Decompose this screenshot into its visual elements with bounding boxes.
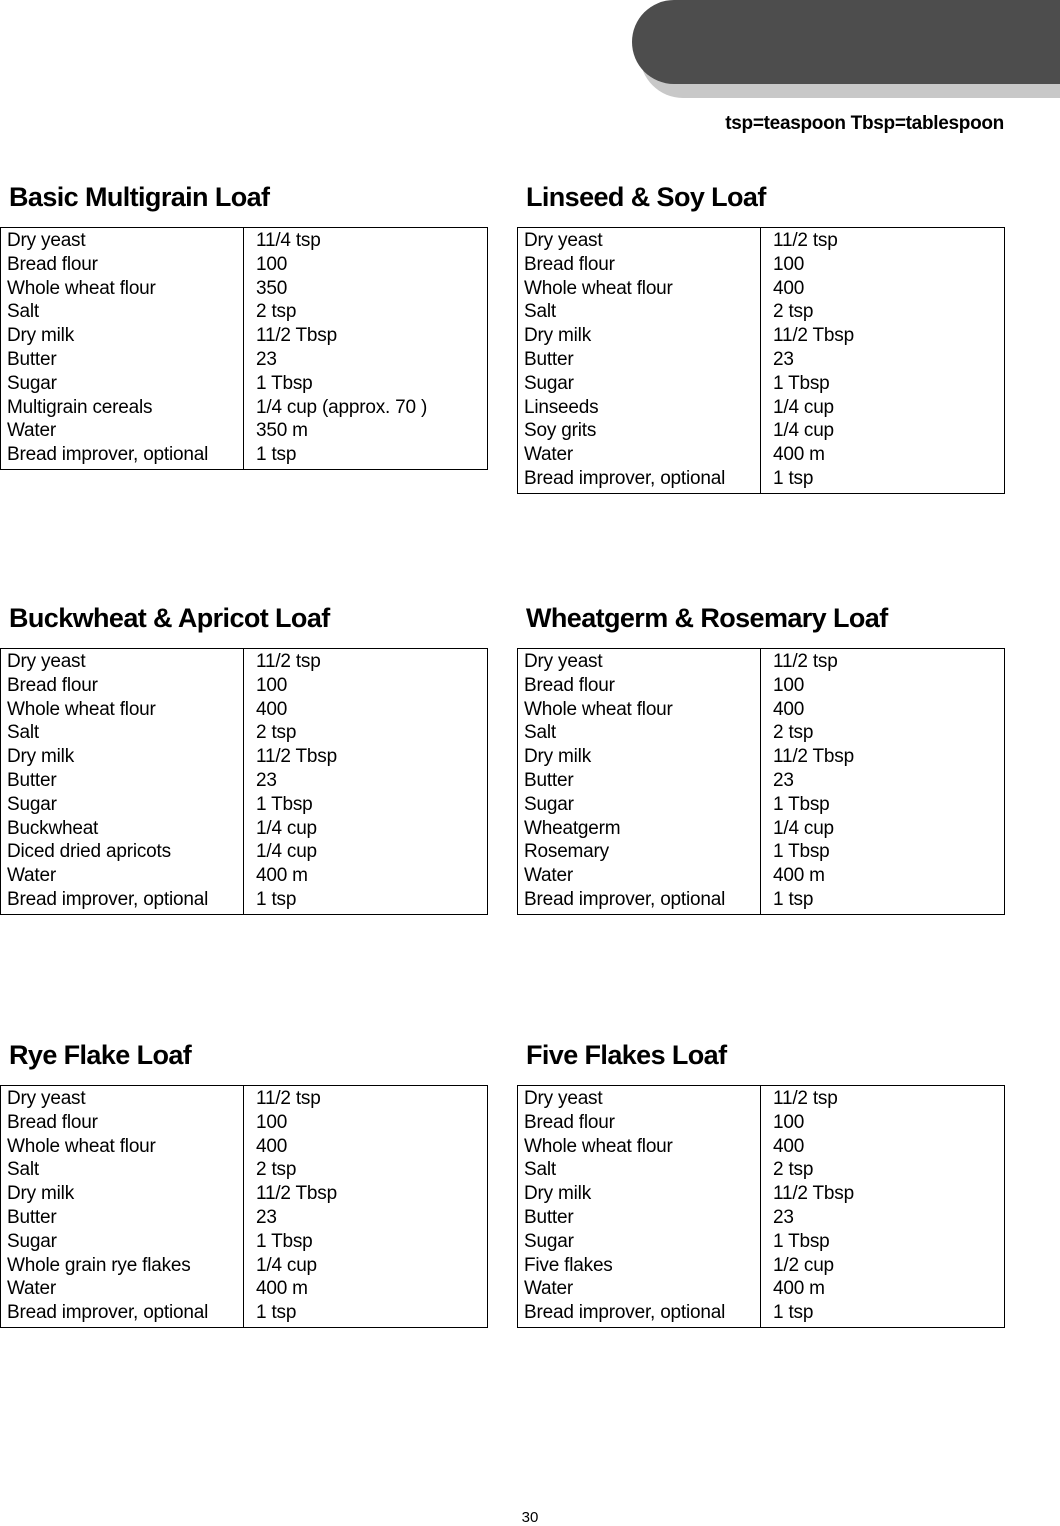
ingredient-row: [518, 253, 1005, 277]
ingredient-name: Bread improver, optional: [1, 888, 244, 914]
ingredient-name: Whole wheat flour: [518, 277, 761, 301]
ingredient-row: [1, 745, 488, 769]
ingredient-amount: 1 Tbsp: [256, 1230, 313, 1252]
ingredient-row: [1, 793, 488, 817]
ingredient-amount: 2 tsp: [773, 722, 814, 744]
ingredient-row: [1, 840, 488, 864]
ingredient-row: [1, 1111, 488, 1135]
ingredient-name: Sugar: [1, 793, 244, 817]
ingredient-amount: 1 tsp: [256, 888, 297, 910]
ingredient-name: Whole wheat flour: [1, 698, 244, 722]
ingredient-row: [1, 1182, 488, 1206]
recipe-rye-flake: [0, 1039, 488, 1328]
ingredient-row: [518, 324, 1005, 348]
ingredient-name: Water: [518, 1277, 761, 1301]
ingredient-amount: 11/2 tsp: [256, 1088, 321, 1109]
ingredient-name: Sugar: [518, 793, 761, 817]
ingredient-amount: 400: [256, 1135, 288, 1157]
ingredient-amount: 2 tsp: [256, 301, 297, 323]
ingredient-row: [1, 1277, 488, 1301]
ingredient-row: [518, 840, 1005, 864]
ingredient-amount: 400 m: [773, 444, 825, 466]
ingredient-row: [1, 1158, 488, 1182]
recipe-title: Linseed & Soy Loaf: [526, 182, 766, 212]
ingredient-row: [518, 1230, 1005, 1254]
ingredient-amount: 11/2 Tbsp: [773, 1183, 854, 1205]
ingredient-name: Bread improver, optional: [518, 467, 761, 493]
ingredient-amount: 1 tsp: [256, 1302, 297, 1324]
ingredient-amount: 350: [256, 277, 288, 299]
ingredient-name: Bread improver, optional: [1, 443, 244, 469]
ingredient-row: [1, 348, 488, 372]
ingredient-name: Dry milk: [518, 1182, 761, 1206]
ingredient-name: Salt: [518, 1158, 761, 1182]
ingredient-amount: 400: [773, 698, 805, 720]
recipe-title: Buckwheat & Apricot Loaf: [9, 603, 330, 633]
ingredient-name: Dry yeast: [518, 1086, 761, 1111]
ingredient-row: [518, 467, 1005, 493]
ingredient-name: Butter: [518, 348, 761, 372]
ingredient-amount: 400: [773, 277, 805, 299]
ingredient-amount: 23: [773, 769, 794, 791]
ingredient-name: Salt: [518, 300, 761, 324]
ingredient-row: [518, 277, 1005, 301]
ingredient-amount: 100: [773, 674, 805, 696]
ingredient-name: Water: [518, 443, 761, 467]
ingredient-amount: 400 m: [773, 865, 825, 887]
ingredient-amount: 1/4 cup: [773, 396, 834, 418]
ingredient-name: Dry yeast: [518, 228, 761, 253]
ingredient-name: Butter: [518, 769, 761, 793]
ingredient-name: Bread flour: [1, 253, 244, 277]
ingredient-amount: 1/4 cup: [256, 817, 317, 839]
ingredient-amount: 1 tsp: [256, 444, 297, 466]
ingredient-amount: 2 tsp: [773, 301, 814, 323]
ingredient-row: [1, 1086, 488, 1111]
ingredient-amount: 11/2 Tbsp: [256, 746, 337, 768]
ingredient-row: [518, 793, 1005, 817]
ingredient-name: Dry milk: [518, 745, 761, 769]
ingredient-amount: 350 m: [256, 420, 308, 442]
ingredient-row: [518, 1301, 1005, 1327]
ingredient-row: [518, 1111, 1005, 1135]
ingredient-row: [1, 277, 488, 301]
ingredient-name: Dry milk: [1, 1182, 244, 1206]
ingredient-name: Salt: [1, 1158, 244, 1182]
ingredient-row: [518, 1158, 1005, 1182]
recipe-title: Wheatgerm & Rosemary Loaf: [526, 603, 888, 633]
ingredient-amount: 11/2 tsp: [773, 1088, 838, 1109]
ingredient-amount: 1 Tbsp: [256, 793, 313, 815]
ingredient-row: [1, 300, 488, 324]
ingredient-amount: 100: [256, 1111, 288, 1133]
ingredient-amount: 11/2 tsp: [256, 651, 321, 672]
ingredient-row: [518, 698, 1005, 722]
ingredient-name: Dry milk: [1, 324, 244, 348]
ingredient-name: Sugar: [518, 372, 761, 396]
header-tab: [632, 0, 1060, 84]
ingredient-amount: 1 Tbsp: [256, 372, 313, 394]
ingredient-row: [1, 674, 488, 698]
ingredient-amount: 11/2 Tbsp: [256, 325, 337, 347]
ingredient-name: Salt: [1, 721, 244, 745]
recipe-buckwheat-apricot: [0, 602, 488, 915]
recipe-linseed-soy: [517, 181, 1005, 494]
ingredient-row: [518, 745, 1005, 769]
ingredient-name: Whole grain rye flakes: [1, 1254, 244, 1278]
ingredient-table: [517, 1085, 1005, 1328]
ingredient-amount: 100: [256, 253, 288, 275]
ingredient-name: Butter: [1, 1206, 244, 1230]
ingredient-name: Diced dried apricots: [1, 840, 244, 864]
ingredient-name: Dry yeast: [1, 649, 244, 674]
ingredient-name: Soy grits: [518, 419, 761, 443]
ingredient-name: Butter: [518, 1206, 761, 1230]
ingredient-name: Five flakes: [518, 1254, 761, 1278]
recipe-basic-multigrain: [0, 181, 488, 470]
ingredient-amount: 400: [256, 698, 288, 720]
ingredient-amount: 1/4 cup: [256, 841, 317, 863]
recipe-title: Basic Multigrain Loaf: [9, 182, 270, 212]
page-number: 30: [521, 1509, 539, 1526]
ingredient-table: [0, 1085, 488, 1328]
ingredient-amount: 1 tsp: [773, 888, 814, 910]
ingredient-amount: 100: [256, 674, 288, 696]
ingredient-amount: 23: [256, 769, 277, 791]
ingredient-name: Bread improver, optional: [518, 888, 761, 914]
ingredient-row: [518, 372, 1005, 396]
recipe-title: Five Flakes Loaf: [526, 1040, 727, 1070]
ingredient-row: [1, 253, 488, 277]
ingredient-row: [1, 1254, 488, 1278]
ingredient-amount: 11/2 tsp: [773, 230, 838, 251]
ingredient-table: [517, 648, 1005, 915]
ingredient-row: [1, 324, 488, 348]
ingredient-name: Bread flour: [518, 253, 761, 277]
ingredient-row: [518, 888, 1005, 914]
ingredient-amount: 1/4 cup (approx. 70 ): [256, 396, 428, 418]
ingredient-name: Butter: [1, 769, 244, 793]
ingredient-amount: 1 Tbsp: [773, 793, 830, 815]
ingredient-name: Water: [1, 864, 244, 888]
ingredient-name: Sugar: [1, 1230, 244, 1254]
ingredient-row: [1, 1230, 488, 1254]
ingredient-row: [1, 1301, 488, 1327]
ingredient-name: Whole wheat flour: [518, 1135, 761, 1159]
ingredient-name: Whole wheat flour: [1, 277, 244, 301]
ingredient-row: [1, 698, 488, 722]
ingredient-name: Butter: [1, 348, 244, 372]
ingredient-name: Salt: [1, 300, 244, 324]
ingredient-amount: 11/4 tsp: [256, 230, 321, 251]
ingredient-row: [518, 1277, 1005, 1301]
ingredient-row: [518, 649, 1005, 674]
ingredient-name: Bread improver, optional: [518, 1301, 761, 1327]
ingredient-amount: 2 tsp: [773, 1159, 814, 1181]
ingredient-amount: 1/4 cup: [773, 420, 834, 442]
ingredient-row: [1, 888, 488, 914]
ingredient-row: [1, 1135, 488, 1159]
ingredient-row: [1, 372, 488, 396]
ingredient-name: Buckwheat: [1, 817, 244, 841]
ingredient-amount: 23: [773, 348, 794, 370]
ingredient-row: [518, 348, 1005, 372]
ingredient-row: [1, 443, 488, 469]
ingredient-row: [1, 419, 488, 443]
ingredient-name: Bread flour: [518, 674, 761, 698]
ingredient-name: Dry milk: [518, 324, 761, 348]
ingredient-name: Salt: [518, 721, 761, 745]
ingredient-row: [518, 396, 1005, 420]
unit-legend: tsp=teaspoon Tbsp=tablespoon: [725, 113, 1004, 134]
ingredient-amount: 400 m: [773, 1278, 825, 1300]
ingredient-amount: 2 tsp: [256, 722, 297, 744]
ingredient-row: [518, 674, 1005, 698]
ingredient-name: Bread flour: [1, 1111, 244, 1135]
ingredient-row: [518, 769, 1005, 793]
recipe-five-flakes: [517, 1039, 1005, 1328]
ingredient-amount: 1/2 cup: [773, 1254, 834, 1276]
ingredient-name: Water: [1, 419, 244, 443]
ingredient-name: Dry yeast: [1, 228, 244, 253]
ingredient-amount: 100: [773, 1111, 805, 1133]
ingredient-name: Rosemary: [518, 840, 761, 864]
ingredient-amount: 1 tsp: [773, 467, 814, 489]
ingredient-row: [1, 649, 488, 674]
ingredient-amount: 1 Tbsp: [773, 841, 830, 863]
recipe-wheatgerm-rosemary: [517, 602, 1005, 915]
ingredient-row: [1, 864, 488, 888]
ingredient-name: Multigrain cereals: [1, 396, 244, 420]
ingredient-amount: 2 tsp: [256, 1159, 297, 1181]
ingredient-name: Whole wheat flour: [1, 1135, 244, 1159]
ingredient-row: [1, 228, 488, 253]
ingredient-row: [518, 817, 1005, 841]
ingredient-amount: 1 Tbsp: [773, 1230, 830, 1252]
ingredient-table: [0, 648, 488, 915]
ingredient-name: Bread flour: [518, 1111, 761, 1135]
ingredient-row: [1, 817, 488, 841]
ingredient-amount: 11/2 tsp: [773, 651, 838, 672]
ingredient-name: Linseeds: [518, 396, 761, 420]
ingredient-row: [1, 721, 488, 745]
ingredient-row: [518, 864, 1005, 888]
ingredient-name: Dry milk: [1, 745, 244, 769]
ingredient-row: [518, 419, 1005, 443]
ingredient-amount: 1/4 cup: [256, 1254, 317, 1276]
ingredient-row: [518, 1086, 1005, 1111]
ingredient-amount: 1 Tbsp: [773, 372, 830, 394]
ingredient-row: [518, 1254, 1005, 1278]
ingredient-row: [518, 1206, 1005, 1230]
ingredient-row: [518, 1135, 1005, 1159]
ingredient-row: [518, 228, 1005, 253]
recipe-title: Rye Flake Loaf: [9, 1040, 192, 1070]
ingredient-name: Sugar: [518, 1230, 761, 1254]
ingredient-amount: 23: [256, 1206, 277, 1228]
ingredient-name: Water: [1, 1277, 244, 1301]
ingredient-amount: 11/2 Tbsp: [773, 325, 854, 347]
ingredient-name: Sugar: [1, 372, 244, 396]
ingredient-row: [1, 1206, 488, 1230]
ingredient-name: Bread improver, optional: [1, 1301, 244, 1327]
ingredient-amount: 400 m: [256, 1278, 308, 1300]
ingredient-amount: 400 m: [256, 865, 308, 887]
ingredient-name: Water: [518, 864, 761, 888]
ingredient-amount: 23: [773, 1206, 794, 1228]
ingredient-row: [518, 721, 1005, 745]
ingredient-amount: 11/2 Tbsp: [256, 1183, 337, 1205]
ingredient-amount: 1/4 cup: [773, 817, 834, 839]
ingredient-name: Bread flour: [1, 674, 244, 698]
ingredient-row: [518, 443, 1005, 467]
ingredient-amount: 100: [773, 253, 805, 275]
ingredient-amount: 1 tsp: [773, 1302, 814, 1324]
ingredient-name: Wheatgerm: [518, 817, 761, 841]
ingredient-name: Dry yeast: [1, 1086, 244, 1111]
ingredient-table: [0, 227, 488, 470]
ingredient-amount: 23: [256, 348, 277, 370]
ingredient-amount: 11/2 Tbsp: [773, 746, 854, 768]
ingredient-row: [518, 300, 1005, 324]
ingredient-row: [518, 1182, 1005, 1206]
ingredient-table: [517, 227, 1005, 494]
ingredient-name: Dry yeast: [518, 649, 761, 674]
ingredient-row: [1, 396, 488, 420]
ingredient-amount: 400: [773, 1135, 805, 1157]
ingredient-row: [1, 769, 488, 793]
ingredient-name: Whole wheat flour: [518, 698, 761, 722]
